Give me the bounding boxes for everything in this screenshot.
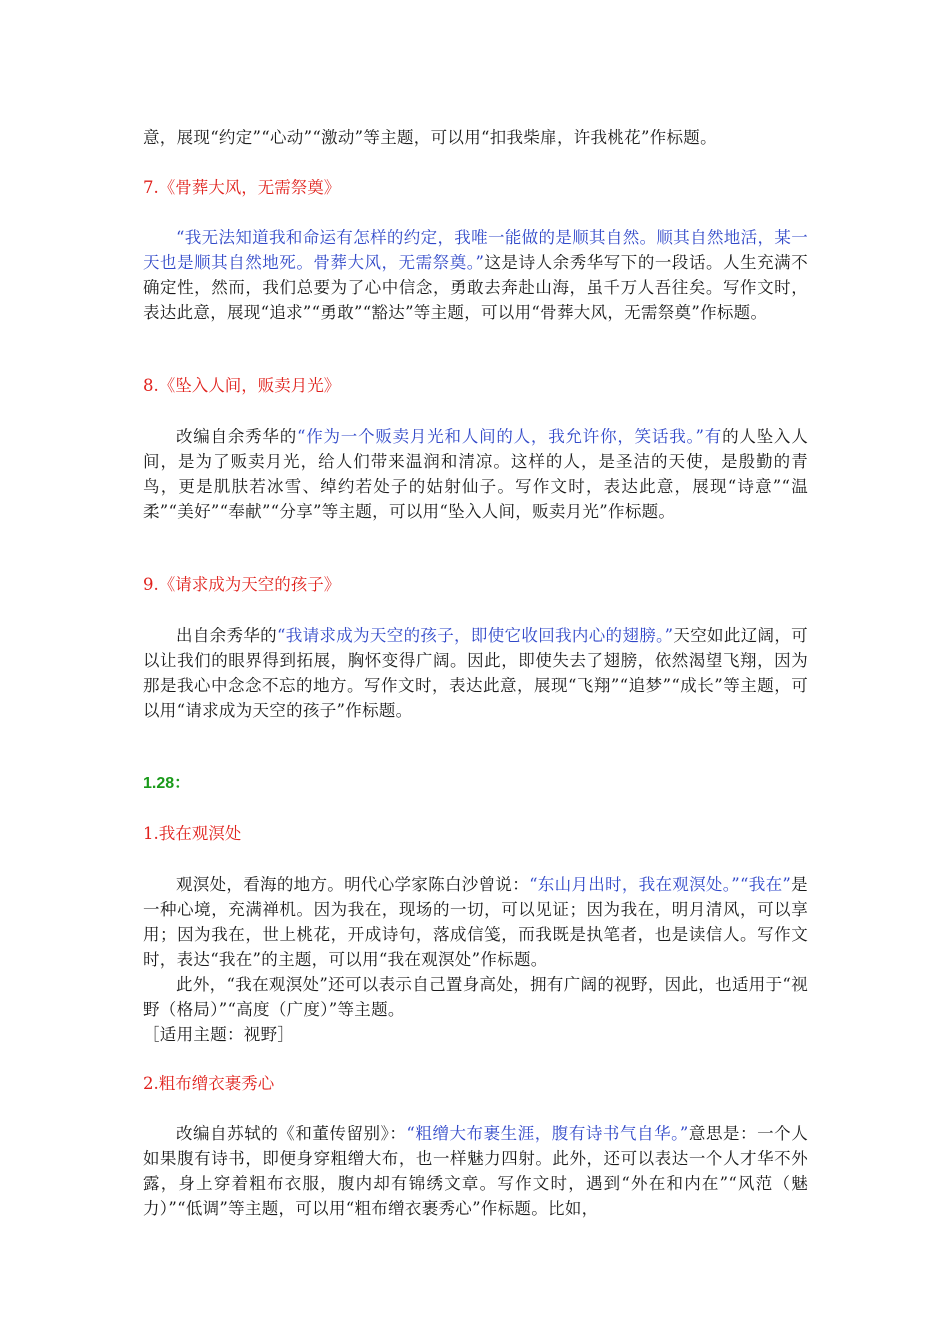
body-text: 此外，“我在观溟处”还可以表示自己置身高处，拥有广阔的视野，因此，也适用于“视野（格局）”“高度（广度）”等主题。 [143,975,808,1019]
body-text: 的人坠入人间，是为了贩卖月光，给人们带来温润和清凉。这样的人，是圣洁的天使，是殷勤的青鸟，更是肌肤若冰雪、绰约若处子的姑射仙子。写作文时，表达此意，展现“诗意”“温柔”“美好”“奉献”“分享”等主题，可以用“坠入人间，贩卖月光”作标题。 [143,427,809,521]
body-text: 天空如此辽阔，可以让我们的眼界得到拓展，胸怀变得广阔。因此，即使失去了翅膀，依然渴望飞翔，因为那是我心中念念不忘的地方。写作文时，表达此意，展现“飞翔”“追梦”“成长”等主题，可以用“请求成为天空的孩子”作标题。 [143,626,808,720]
body-text: 出自余秀华的 [176,626,277,645]
paragraph-continuation [143,125,808,150]
body-text: 这是诗人余秀华写下的一段话。人生充满不确定性，然而，我们总要为了心中信念，勇敢去奔赴山海，虽千万人吾往矣。写作文时，表达此意，展现“追求”“勇敢”“豁达”等主题，可以用“骨葬大风，无需祭奠”作标题。 [143,253,808,322]
theme-note: ［适用主题：视野］ [143,1025,295,1044]
body-text: 改编自余秀华的 [176,427,297,446]
date-heading: 1.28： [143,775,191,792]
paragraph-1c [143,1022,808,1047]
paragraph-7 [143,225,808,325]
quote-text: “我请求成为天空的孩子，即使它收回我内心的翅膀。” [276,626,674,645]
quote-text: “东山月出时，我在观溟处。”“我在” [529,875,792,894]
paragraph-9 [143,623,808,723]
heading-8: 8.《坠入人间，贩卖月光》 [143,376,341,395]
heading-2: 2.粗布缯衣裹秀心 [143,1074,275,1093]
body-text: 观溟处，看海的地方。明代心学家陈白沙曾说： [176,875,530,894]
body-text: 改编自苏轼的《和董传留别》： [176,1124,407,1143]
body-text: 是一种心境，充满禅机。因为我在，现场的一切，可以见证；因为我在，明月清风，可以享用；因为我在，世上桃花，开成诗句，落成信笺，而我既是执笔者，也是读信人。写作文时，表达“我在”的主题，可以用“我在观溟处”作标题。 [143,875,808,969]
paragraph-1b [143,972,808,1022]
body-text: 意思是：一个人如果腹有诗书，即便身穿粗缯大布，也一样魅力四射。此外，还可以表达一个人才华不外露，身上穿着粗布衣服，腹内却有锦绣文章。写作文时，遇到“外在和内在”“风范（魅力）”“低调”等主题，可以用“粗布缯衣裹秀心”作标题。比如， [143,1124,808,1218]
paragraph-8 [143,424,808,524]
paragraph-1a [143,872,808,972]
heading-9: 9.《请求成为天空的孩子》 [143,575,341,594]
quote-text: “粗缯大布裹生涯，腹有诗书气自华。” [406,1124,689,1143]
body-text: 意，展现“约定”“心动”“激动”等主题，可以用“扣我柴扉，许我桃花”作标题。 [143,128,717,147]
heading-1: 1.我在观溟处 [143,824,242,843]
quote-text: “我无法知道我和命运有怎样的约定，我唯一能做的是顺其自然。顺其自然地活，某一天也是顺其自然地死。骨葬大风，无需祭奠。” [143,228,808,272]
quote-text: “作为一个贩卖月光和人间的人，我允许你，笑话我。”有 [297,427,723,446]
heading-7: 7.《骨葬大风，无需祭奠》 [143,178,341,197]
paragraph-2 [143,1121,808,1221]
